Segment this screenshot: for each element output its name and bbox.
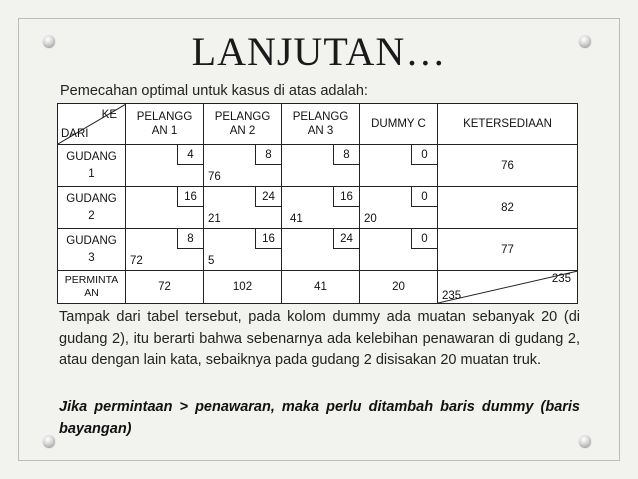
cost-value: 8 <box>333 145 359 165</box>
supply-gudang-1: 76 <box>438 145 578 187</box>
supply-gudang-2: 82 <box>438 187 578 229</box>
corner-from-label: DARI <box>61 128 89 140</box>
cell-g2-dummy <box>360 187 438 229</box>
cell-g1-c2 <box>204 145 282 187</box>
cell-g2-c3 <box>282 187 360 229</box>
alloc-value: 41 <box>290 213 303 225</box>
supply-gudang-3: 77 <box>438 229 578 271</box>
demand-dummy: 20 <box>360 271 438 304</box>
demand-customer-3: 41 <box>282 271 360 304</box>
cell-g1-dummy <box>360 145 438 187</box>
demand-customer-2: 102 <box>204 271 282 304</box>
header-customer-3: PELANGG AN 3 <box>282 104 360 145</box>
explanation-paragraph: Tampak dari tabel tersebut, pada kolom dummy ada muatan sebanyak 20 (di gudang 2), itu berarti bahwa sebenarnya ada kelebihan penawaran di gudang 2, atau dengan lain kata, sebaiknya pada gudang 2 disisakan 20 muatan truk. <box>59 309 580 368</box>
cost-value: 24 <box>255 187 281 207</box>
header-row <box>58 104 578 145</box>
header-supply: KETERSEDIAAN <box>438 104 578 145</box>
cost-value: 8 <box>255 145 281 165</box>
cost-value: 16 <box>177 187 203 207</box>
cost-value: 8 <box>177 229 203 249</box>
demand-row <box>58 271 578 304</box>
row-label-gudang-2: GUDANG 2 <box>58 187 126 229</box>
pin-bottom-left <box>43 435 55 447</box>
slide-subtitle: Pemecahan optimal untuk kasus di atas adalah: <box>60 83 368 99</box>
cost-value: 0 <box>411 145 437 165</box>
total-supply: 235 <box>442 290 462 302</box>
slide-title: LANJUTAN… <box>191 29 447 74</box>
conclusion-text: Jika permintaan > penawaran, maka perlu ditambah baris dummy (baris bayangan) <box>59 399 580 437</box>
cell-g1-c3 <box>282 145 360 187</box>
corner-to-label: KE <box>101 109 117 121</box>
table-row <box>58 187 578 229</box>
cost-value: 16 <box>255 229 281 249</box>
alloc-value: 5 <box>208 255 215 267</box>
alloc-value: 20 <box>364 213 377 225</box>
header-customer-2: PELANGG AN 2 <box>204 104 282 145</box>
cost-value: 0 <box>411 229 437 249</box>
alloc-value: 21 <box>208 213 221 225</box>
cell-g3-c1 <box>126 229 204 271</box>
table-row <box>58 145 578 187</box>
cell-g2-c1 <box>126 187 204 229</box>
demand-label: PERMINTA AN <box>58 271 126 304</box>
cell-g3-c3 <box>282 229 360 271</box>
alloc-value: 76 <box>208 171 221 183</box>
row-label-gudang-1: GUDANG 1 <box>58 145 126 187</box>
pin-bottom-right <box>579 435 591 447</box>
cell-g2-c2 <box>204 187 282 229</box>
cell-g1-c1 <box>126 145 204 187</box>
cost-value: 4 <box>177 145 203 165</box>
alloc-value: 72 <box>130 255 143 267</box>
total-cell <box>438 271 578 304</box>
cell-g3-dummy <box>360 229 438 271</box>
cost-value: 16 <box>333 187 359 207</box>
corner-header <box>58 104 126 145</box>
cell-g3-c2 <box>204 229 282 271</box>
header-dummy: DUMMY C <box>360 104 438 145</box>
table-row <box>58 229 578 271</box>
header-customer-1: PELANGG AN 1 <box>126 104 204 145</box>
total-demand: 235 <box>551 273 571 285</box>
demand-customer-1: 72 <box>126 271 204 304</box>
row-label-gudang-3: GUDANG 3 <box>58 229 126 271</box>
cost-value: 24 <box>333 229 359 249</box>
cost-value: 0 <box>411 187 437 207</box>
transportation-table <box>57 103 578 304</box>
